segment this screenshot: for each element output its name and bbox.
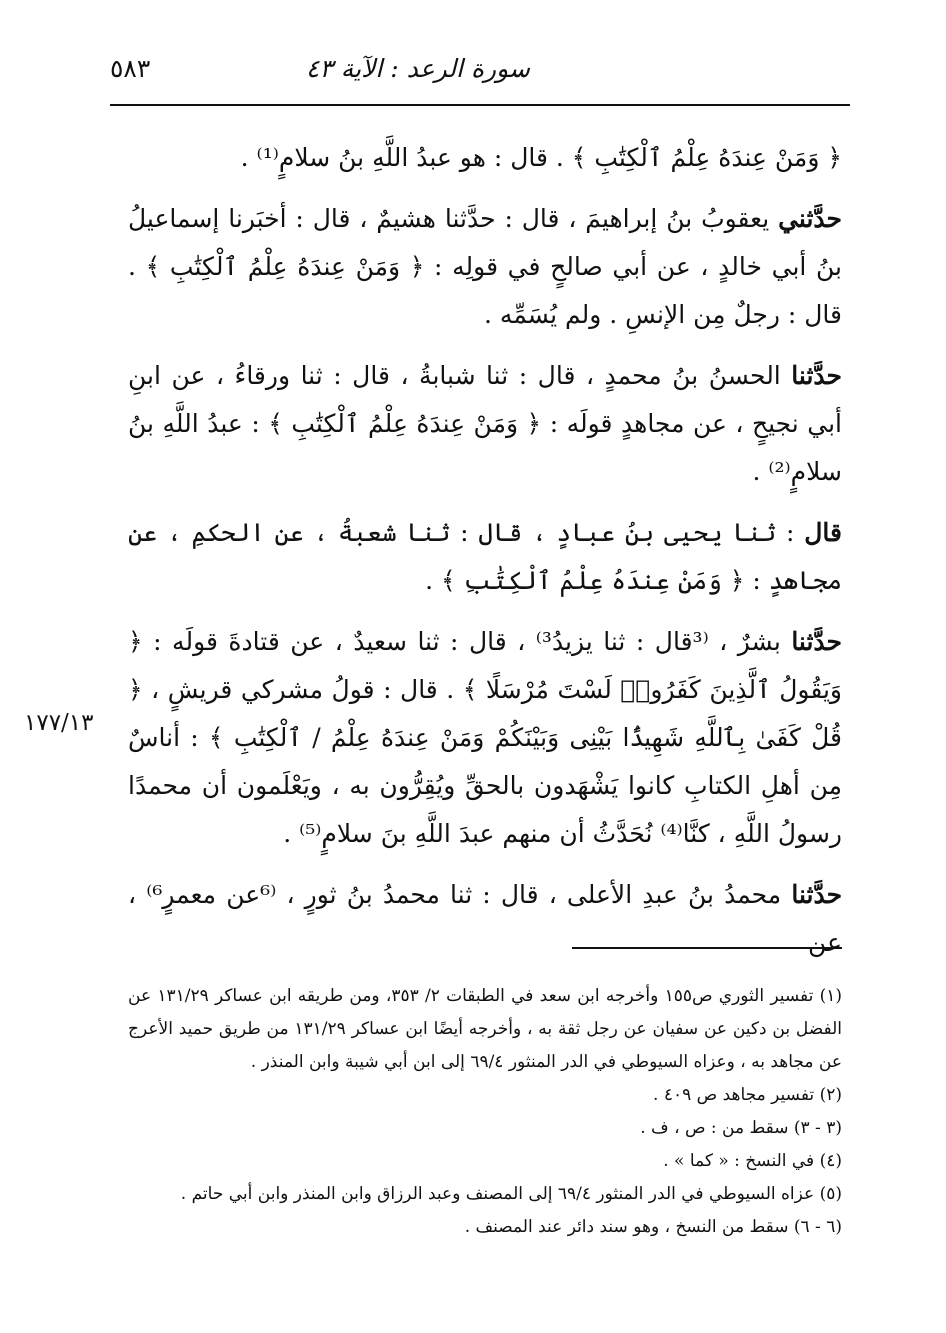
paragraph-text: محمدُ بنُ عبدِ الأعلى ، قال : ثنا محمدُ بنُ ثورٍ ، ⁽⁶عن معمرٍ⁶⁾ ، عن xyxy=(128,880,842,957)
footnote: (٥) عزاه السيوطي في الدر المنثور ٦٩/٤ إلى المصنف وعبد الرزاق وابن المنذر وابن أبي حاتم . xyxy=(180,1184,842,1204)
paragraph xyxy=(128,134,842,182)
paragraph-lead: حدَّثنا xyxy=(791,880,843,909)
paragraph xyxy=(128,871,842,967)
paragraph-lead: حدَّثنا xyxy=(791,627,843,656)
main-text xyxy=(128,134,842,980)
paragraph-text: يعقوبُ بنُ إبراهيمَ ، قال : حدَّثنا هشيمٌ ، قال : أخبَرنا إسماعيلُ بنُ أبي خالدٍ ، عن أبي صالحٍ في قولِه : ﴿ وَمَنْ عِندَهُ عِلْمُ ٱلْكِتَٰبِ ﴾ . قال : رجلٌ مِن الإنسِ . ولم يُسَمِّه . xyxy=(128,204,842,329)
margin-reference: ١٧٧/١٣ xyxy=(24,710,94,736)
paragraph-lead: قال xyxy=(804,518,842,547)
footnote: (٣ - ٣) سقط من : ص ، ف . xyxy=(640,1118,842,1138)
paragraph xyxy=(128,195,842,339)
paragraph xyxy=(128,509,842,605)
footnotes xyxy=(128,980,842,1244)
footnote: (١) تفسير الثوري ص١٥٥ وأخرجه ابن سعد في الطبقات ٢/ ٣٥٣، ومن طريقه ابن عساكر ١٣١/٢٩ عن الفضل بن دكين عن سفيان عن رجل ثقة به ، وأخرجه أيضًا ابن عساكر ١٣١/٢٩ من طريق حميد الأعرج عن مجاهد به ، وعزاه السيوطي في الدر المنثور ٦٩/٤ إلى ابن أبي شيبة وابن المنذر . xyxy=(128,986,842,1072)
paragraph xyxy=(128,618,842,858)
paragraph-lead: حدَّثنا xyxy=(791,361,842,390)
paragraph-text: الحسنُ بنُ محمدٍ ، قال : ثنا شبابةُ ، قال : ثنا ورقاءُ ، عن ابنِ أبي نجيحٍ ، عن مجاهدٍ قولَه : ﴿ وَمَنْ عِندَهُ عِلْمُ ٱلْكِتَٰبِ ﴾ : عبدُ اللَّهِ بنُ سلامٍ⁽²⁾ . xyxy=(128,361,842,486)
footnote: (٢) تفسير مجاهد ص ٤٠٩ . xyxy=(653,1085,842,1105)
footnote: (٤) في النسخ : « كما » . xyxy=(663,1151,842,1171)
page-number: ٥٨٣ xyxy=(110,54,151,83)
running-title: سورة الرعد : الآية ٤٣ xyxy=(305,54,530,83)
paragraph-text: : ثنا يحيى بنُ عبادٍ ، قال : ثنا شعبةُ ، عن الحكمِ ، عن مجاهدٍ : ﴿ وَمَنْ عِندَهُ عِلْمُ ٱلْكِتَٰبِ ﴾ . xyxy=(128,518,842,595)
footnote-divider xyxy=(572,947,842,949)
paragraph-lead: حدَّثني xyxy=(778,204,842,233)
paragraph-text: ﴿ وَمَنْ عِندَهُ عِلْمُ ٱلْكِتَٰبِ ﴾ . قال : هو عبدُ اللَّهِ بنُ سلامٍ⁽¹⁾ . xyxy=(240,143,842,172)
paragraph xyxy=(128,352,842,496)
page-header xyxy=(110,50,850,90)
paragraph-text: بشرٌ ، ⁽³قال : ثنا يزيدُ³⁾ ، قال : ثنا سعيدٌ ، عن قتادةَ قولَه : ﴿ وَيَقُولُ ٱلَّذِينَ كَفَرُوا۟ لَسْتَ مُرْسَلًا ﴾ . قال : قولُ مشركي قريشٍ ، ﴿ قُلْ كَفَىٰ بِٱللَّهِ شَهِيدًۢا بَيْنِى وَبَيْنَكُمْ وَمَنْ عِندَهُ عِلْمُ / ٱلْكِتَٰبِ ﴾ : أناسٌ مِن أهلِ الكتابِ كانوا يَشْهَدون بالحقِّ ويُقِرُّون به ، ويَعْلَمون أن محمدًا رسولُ اللَّهِ ، كنَّا⁽⁴⁾ نُحَدَّثُ أن منهم عبدَ اللَّهِ بنَ سلامٍ⁽⁵⁾ . xyxy=(128,627,842,848)
header-divider xyxy=(110,104,850,106)
footnote: (٦ - ٦) سقط من النسخ ، وهو سند دائر عند المصنف . xyxy=(464,1217,842,1237)
